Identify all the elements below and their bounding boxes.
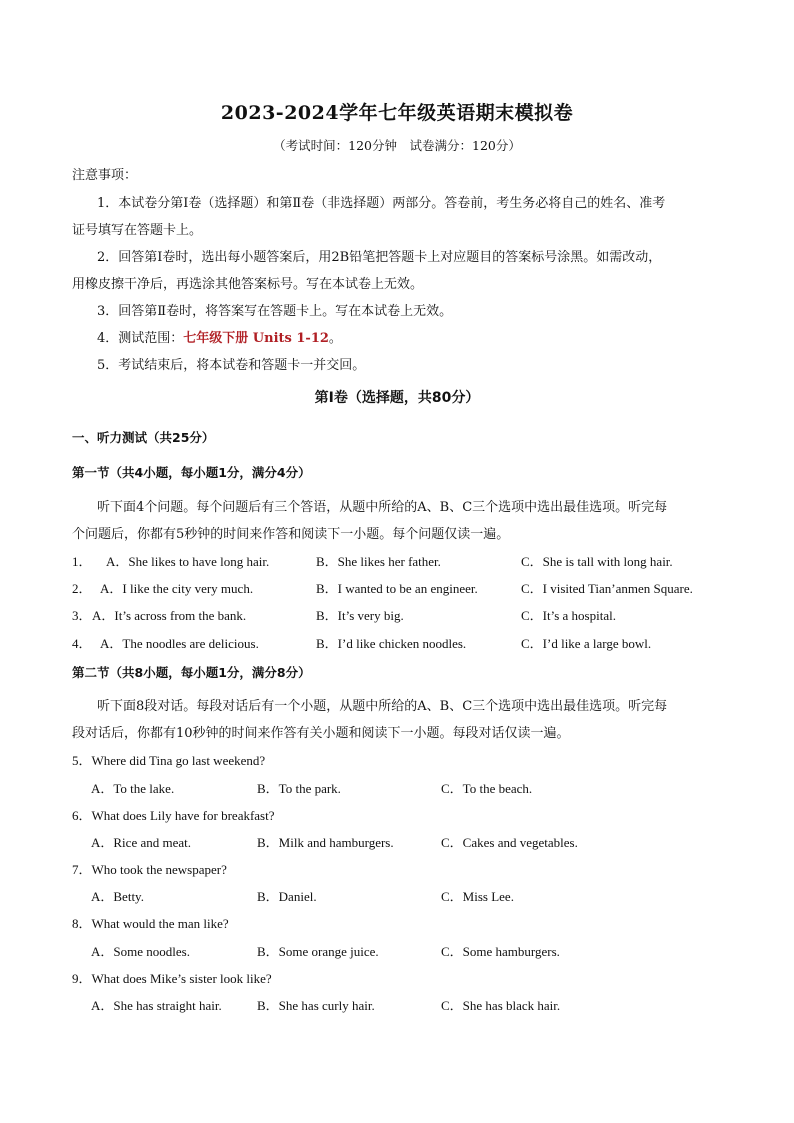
option-a: A．The noodles are delicious. [100,636,259,651]
exam-info: （考试时间：120分钟 试卷满分：120分） [273,138,521,153]
option-c: C．She has black hair. [441,998,561,1013]
option-a: A．It’s across from the bank. [92,608,247,623]
option-a: A．She has straight hair. [91,998,222,1013]
part-heading: 第Ⅰ卷（选择题，共80分） [314,390,480,406]
sub1-instruction-a: 听下面4个问题。每个问题后有三个答语，从题中所给的A、B、C三个选项中选出最佳选项。听完每 [97,500,668,515]
question-number: 4． [72,636,92,651]
note-4-prefix: 4．测试范围： [97,331,184,346]
section-heading: 一、听力测试（共25分） [72,430,215,445]
question-number: 1． [72,554,92,569]
option-c: C．Some hamburgers. [441,944,560,959]
sub1-instruction-b: 个问题后，你都有5秒钟的时间来作答和阅读下一小题。每个问题仅读一遍。 [72,527,510,542]
subsection-1-heading: 第一节（共4小题，每小题1分，满分4分） [72,465,311,480]
option-a: A．To the lake. [91,781,175,796]
option-a: A．I like the city very much. [100,581,254,596]
option-c: C．I visited Tian’anmen Square. [521,581,693,596]
option-a: A．She likes to have long hair. [106,554,270,569]
question-text: 6．What does Lily have for breakfast? [72,808,275,823]
option-c: C．I’d like a large bowl. [521,636,652,651]
question-text: 5．Where did Tina go last weekend? [72,753,266,768]
question-text: 9．What does Mike’s sister look like? [72,971,272,986]
question-number: 2． [72,581,92,596]
option-c: C．Miss Lee. [441,889,514,904]
option-b: B．I’d like chicken noodles. [316,636,467,651]
option-b: B．I wanted to be an engineer. [316,581,478,596]
option-b: B．To the park. [257,781,341,796]
note-4-suffix: 。 [328,331,342,346]
note-5: 5．考试结束后，将本试卷和答题卡一并交回。 [97,358,366,373]
sub2-instruction-a: 听下面8段对话。每段对话后有一个小题，从题中所给的A、B、C三个选项中选出最佳选项。听完每 [97,699,668,714]
question-number: 3． [72,608,92,623]
sub2-instruction-b: 段对话后，你都有10秒钟的时间来作答有关小题和阅读下一小题。每段对话仅读一遍。 [72,726,570,741]
option-b: B．She likes her father. [316,554,441,569]
note-3: 3．回答第Ⅱ卷时，将答案写在答题卡上。写在本试卷上无效。 [97,304,453,319]
option-c: C．To the beach. [441,781,533,796]
notes-label: 注意事项： [72,168,138,183]
option-c: C．She is tall with long hair. [521,554,673,569]
option-b: B．Some orange juice. [257,944,379,959]
option-a: A．Betty. [91,889,144,904]
note-2a: 2．回答第Ⅰ卷时，选出每小题答案后，用2B铅笔把答题卡上对应题目的答案标号涂黑。如需改动， [97,250,662,265]
note-4 [97,327,722,346]
option-a: A．Some noodles. [91,944,190,959]
note-2b: 用橡皮擦干净后，再选涂其他答案标号。写在本试卷上无效。 [72,277,424,292]
question-text: 8．What would the man like? [72,916,229,931]
option-b: B．Daniel. [257,889,317,904]
test-scope: 七年级下册 Units 1-12 [183,331,329,346]
option-a: A．Rice and meat. [91,835,191,850]
option-b: B．Milk and hamburgers. [257,835,394,850]
option-b: B．She has curly hair. [257,998,375,1013]
note-1b: 证号填写在答题卡上。 [72,223,203,238]
question-text: 7．Who took the newspaper? [72,862,227,877]
option-b: B．It’s very big. [316,608,404,623]
option-c: C．It’s a hospital. [521,608,616,623]
option-c: C．Cakes and vegetables. [441,835,578,850]
note-1a: 1．本试卷分第Ⅰ卷（选择题）和第Ⅱ卷（非选择题）两部分。答卷前，考生务必将自己的姓名、准考 [97,196,666,211]
page-title: 2023-2024学年七年级英语期末模拟卷 [220,102,574,124]
subsection-2-heading: 第二节（共8小题，每小题1分，满分8分） [72,665,311,680]
